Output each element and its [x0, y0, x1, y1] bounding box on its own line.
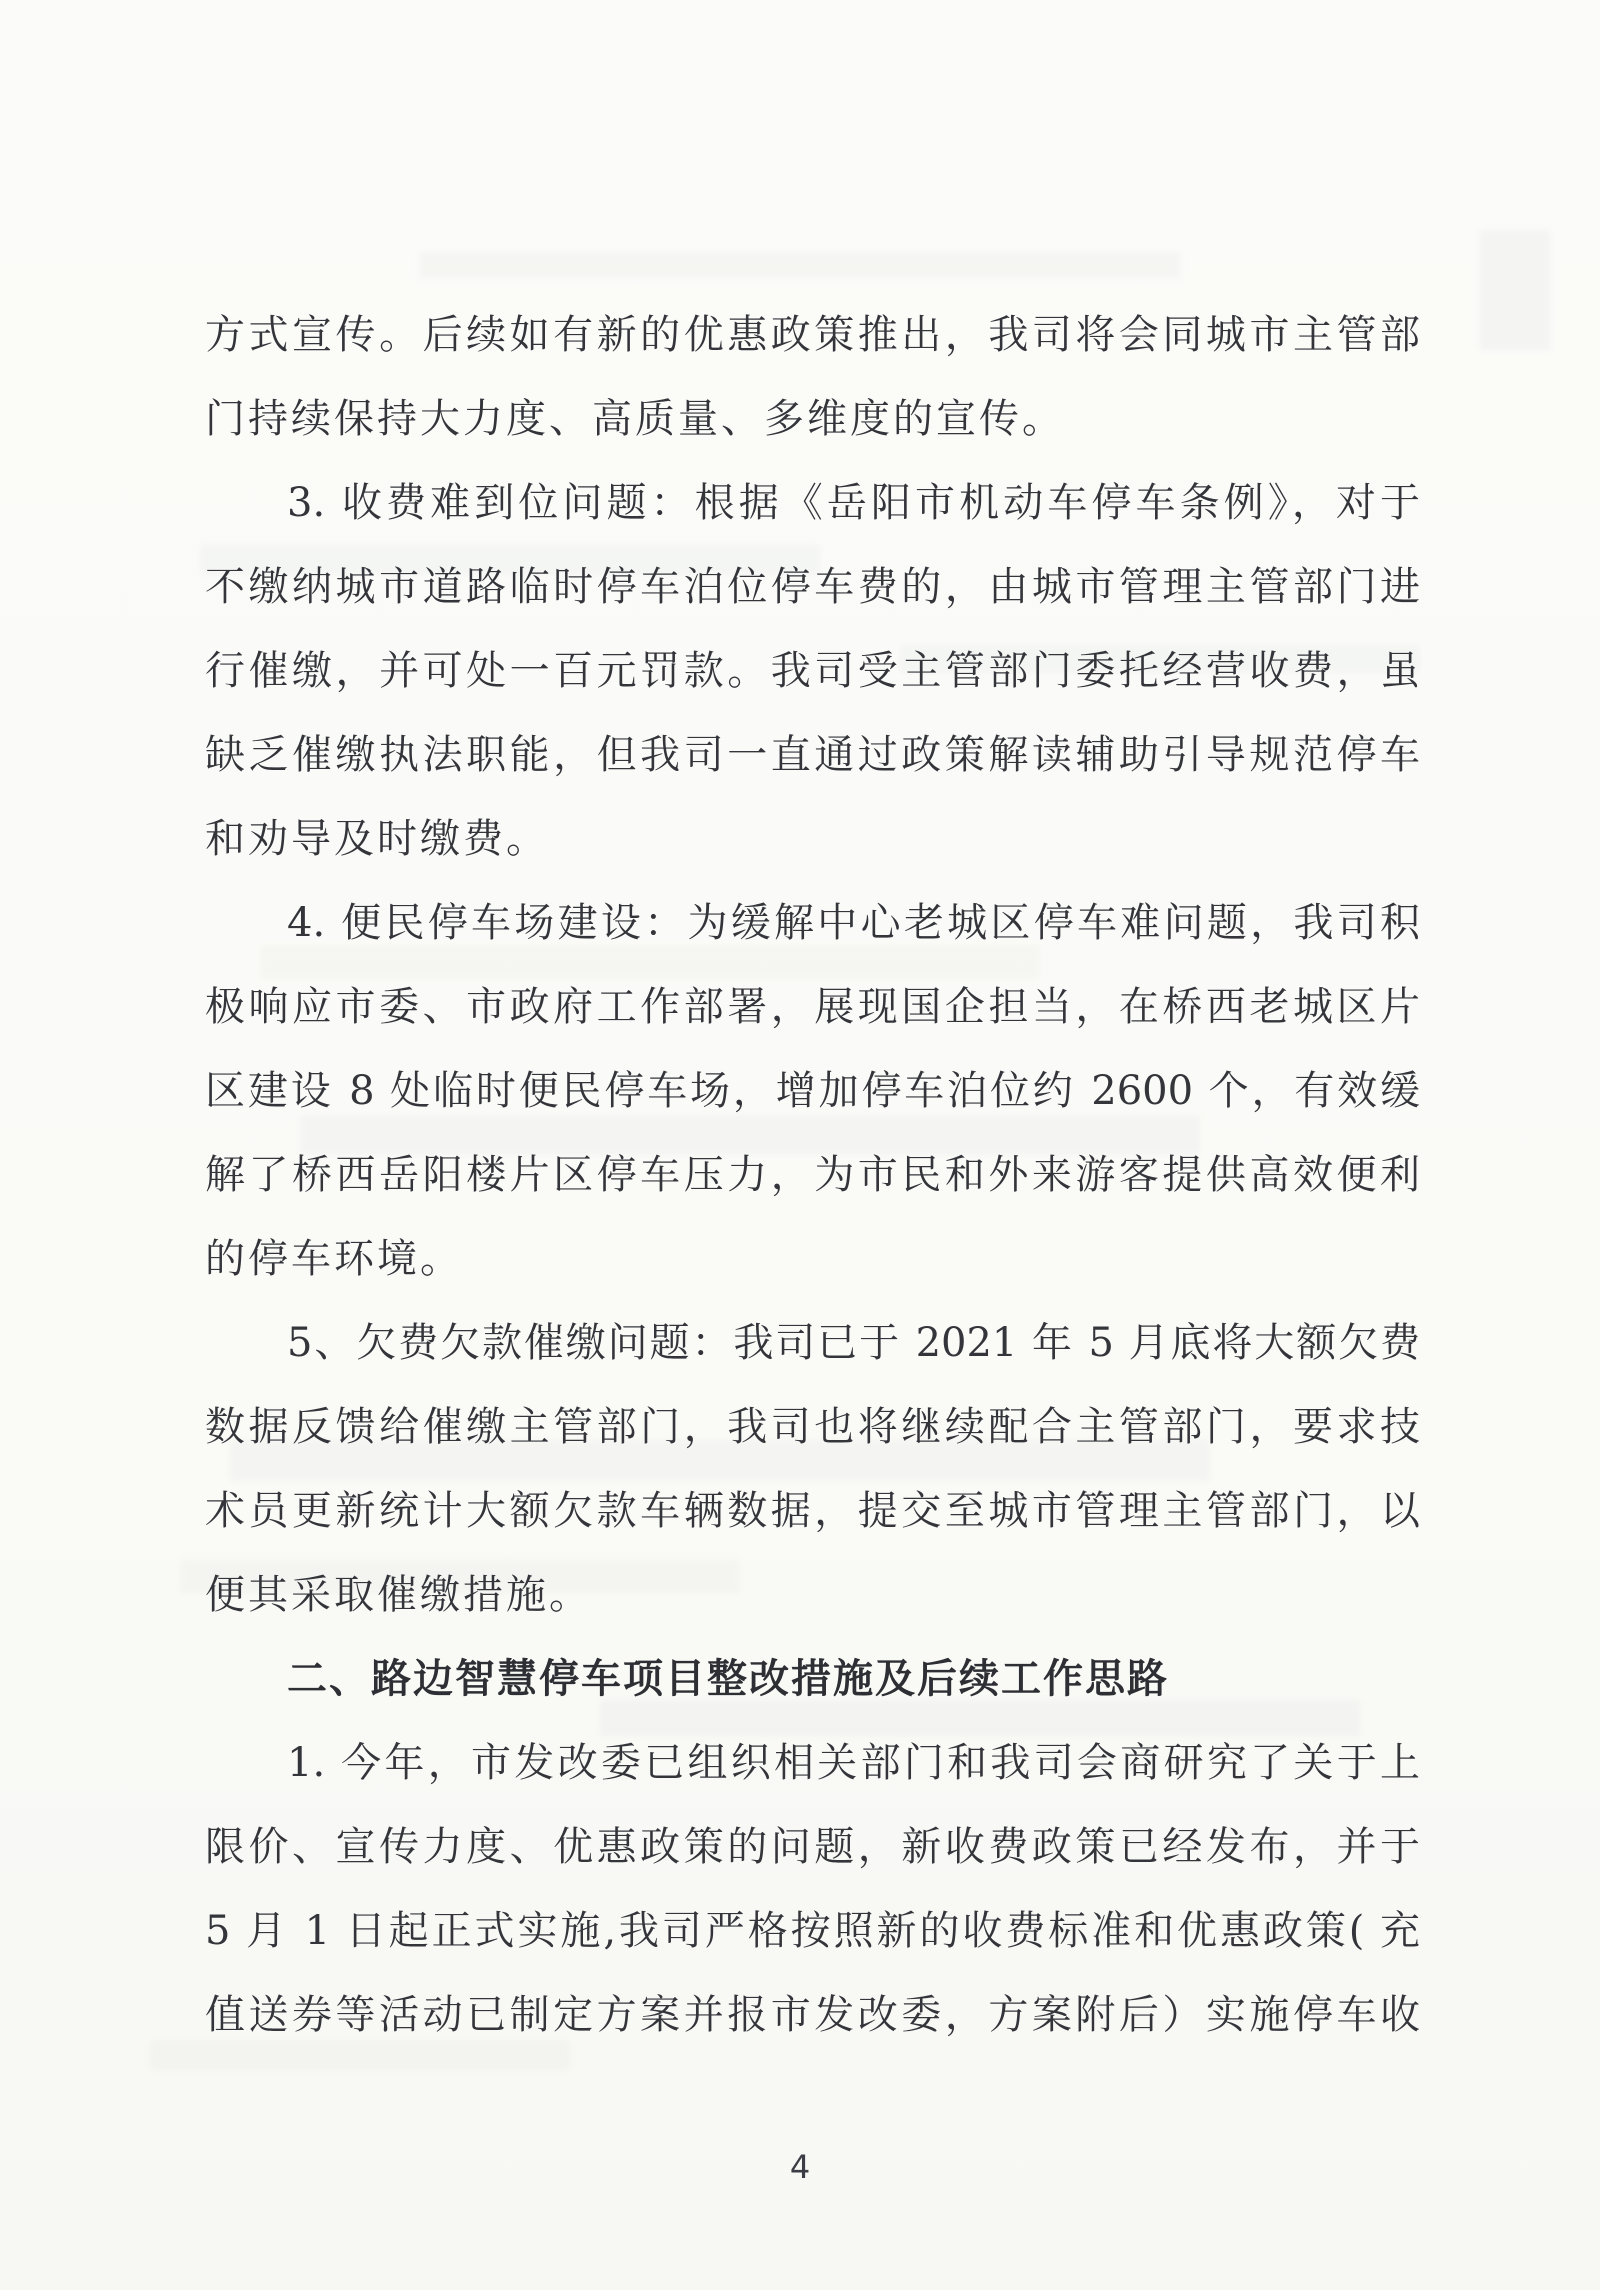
text-line: 1. 今年，市发改委已组织相关部门和我司会商研究了关于上 — [287, 1740, 1420, 1786]
text-line: 门持续保持大力度、高质量、多维度的宣传。 — [205, 396, 1065, 442]
page-number: 4 — [789, 2148, 811, 2186]
text-line: 5 月 1 日起正式实施,我司严格按照新的收费标准和优惠政策( 充 — [205, 1908, 1420, 1954]
text-line: 极响应市委、市政府工作部署，展现国企担当，在桥西老城区片 — [205, 984, 1420, 1030]
text-line: 便其采取催缴措施。 — [205, 1572, 592, 1618]
text-line: 4. 便民停车场建设：为缓解中心老城区停车难问题，我司积 — [287, 900, 1420, 946]
text-line: 数据反馈给催缴主管部门，我司也将继续配合主管部门，要求技 — [205, 1404, 1420, 1450]
text-line: 5、欠费欠款催缴问题：我司已于 2021 年 5 月底将大额欠费 — [287, 1320, 1420, 1366]
text-line: 行催缴，并可处一百元罚款。我司受主管部门委托经营收费，虽 — [205, 648, 1420, 694]
text-line: 3. 收费难到位问题：根据《岳阳市机动车停车条例》，对于 — [287, 480, 1420, 526]
text-line: 和劝导及时缴费。 — [205, 816, 549, 862]
text-line: 限价、宣传力度、优惠政策的问题，新收费政策已经发布，并于 — [205, 1824, 1420, 1870]
text-line: 术员更新统计大额欠款车辆数据，提交至城市管理主管部门，以 — [205, 1488, 1420, 1534]
document-body — [205, 293, 1420, 2057]
text-line: 值送券等活动已制定方案并报市发改委，方案附后）实施停车收 — [205, 1992, 1420, 2038]
text-line: 方式宣传。后续如有新的优惠政策推出，我司将会同城市主管部 — [205, 312, 1420, 358]
text-line: 不缴纳城市道路临时停车泊位停车费的，由城市管理主管部门进 — [205, 564, 1420, 610]
text-line: 的停车环境。 — [205, 1236, 463, 1282]
text-line: 区建设 8 处临时便民停车场，增加停车泊位约 2600 个，有效缓 — [205, 1068, 1420, 1114]
section-heading: 二、路边智慧停车项目整改措施及后续工作思路 — [287, 1656, 1169, 1702]
text-line: 解了桥西岳阳楼片区停车压力，为市民和外来游客提供高效便利 — [205, 1152, 1420, 1198]
text-line: 缺乏催缴执法职能，但我司一直通过政策解读辅助引导规范停车 — [205, 732, 1420, 778]
